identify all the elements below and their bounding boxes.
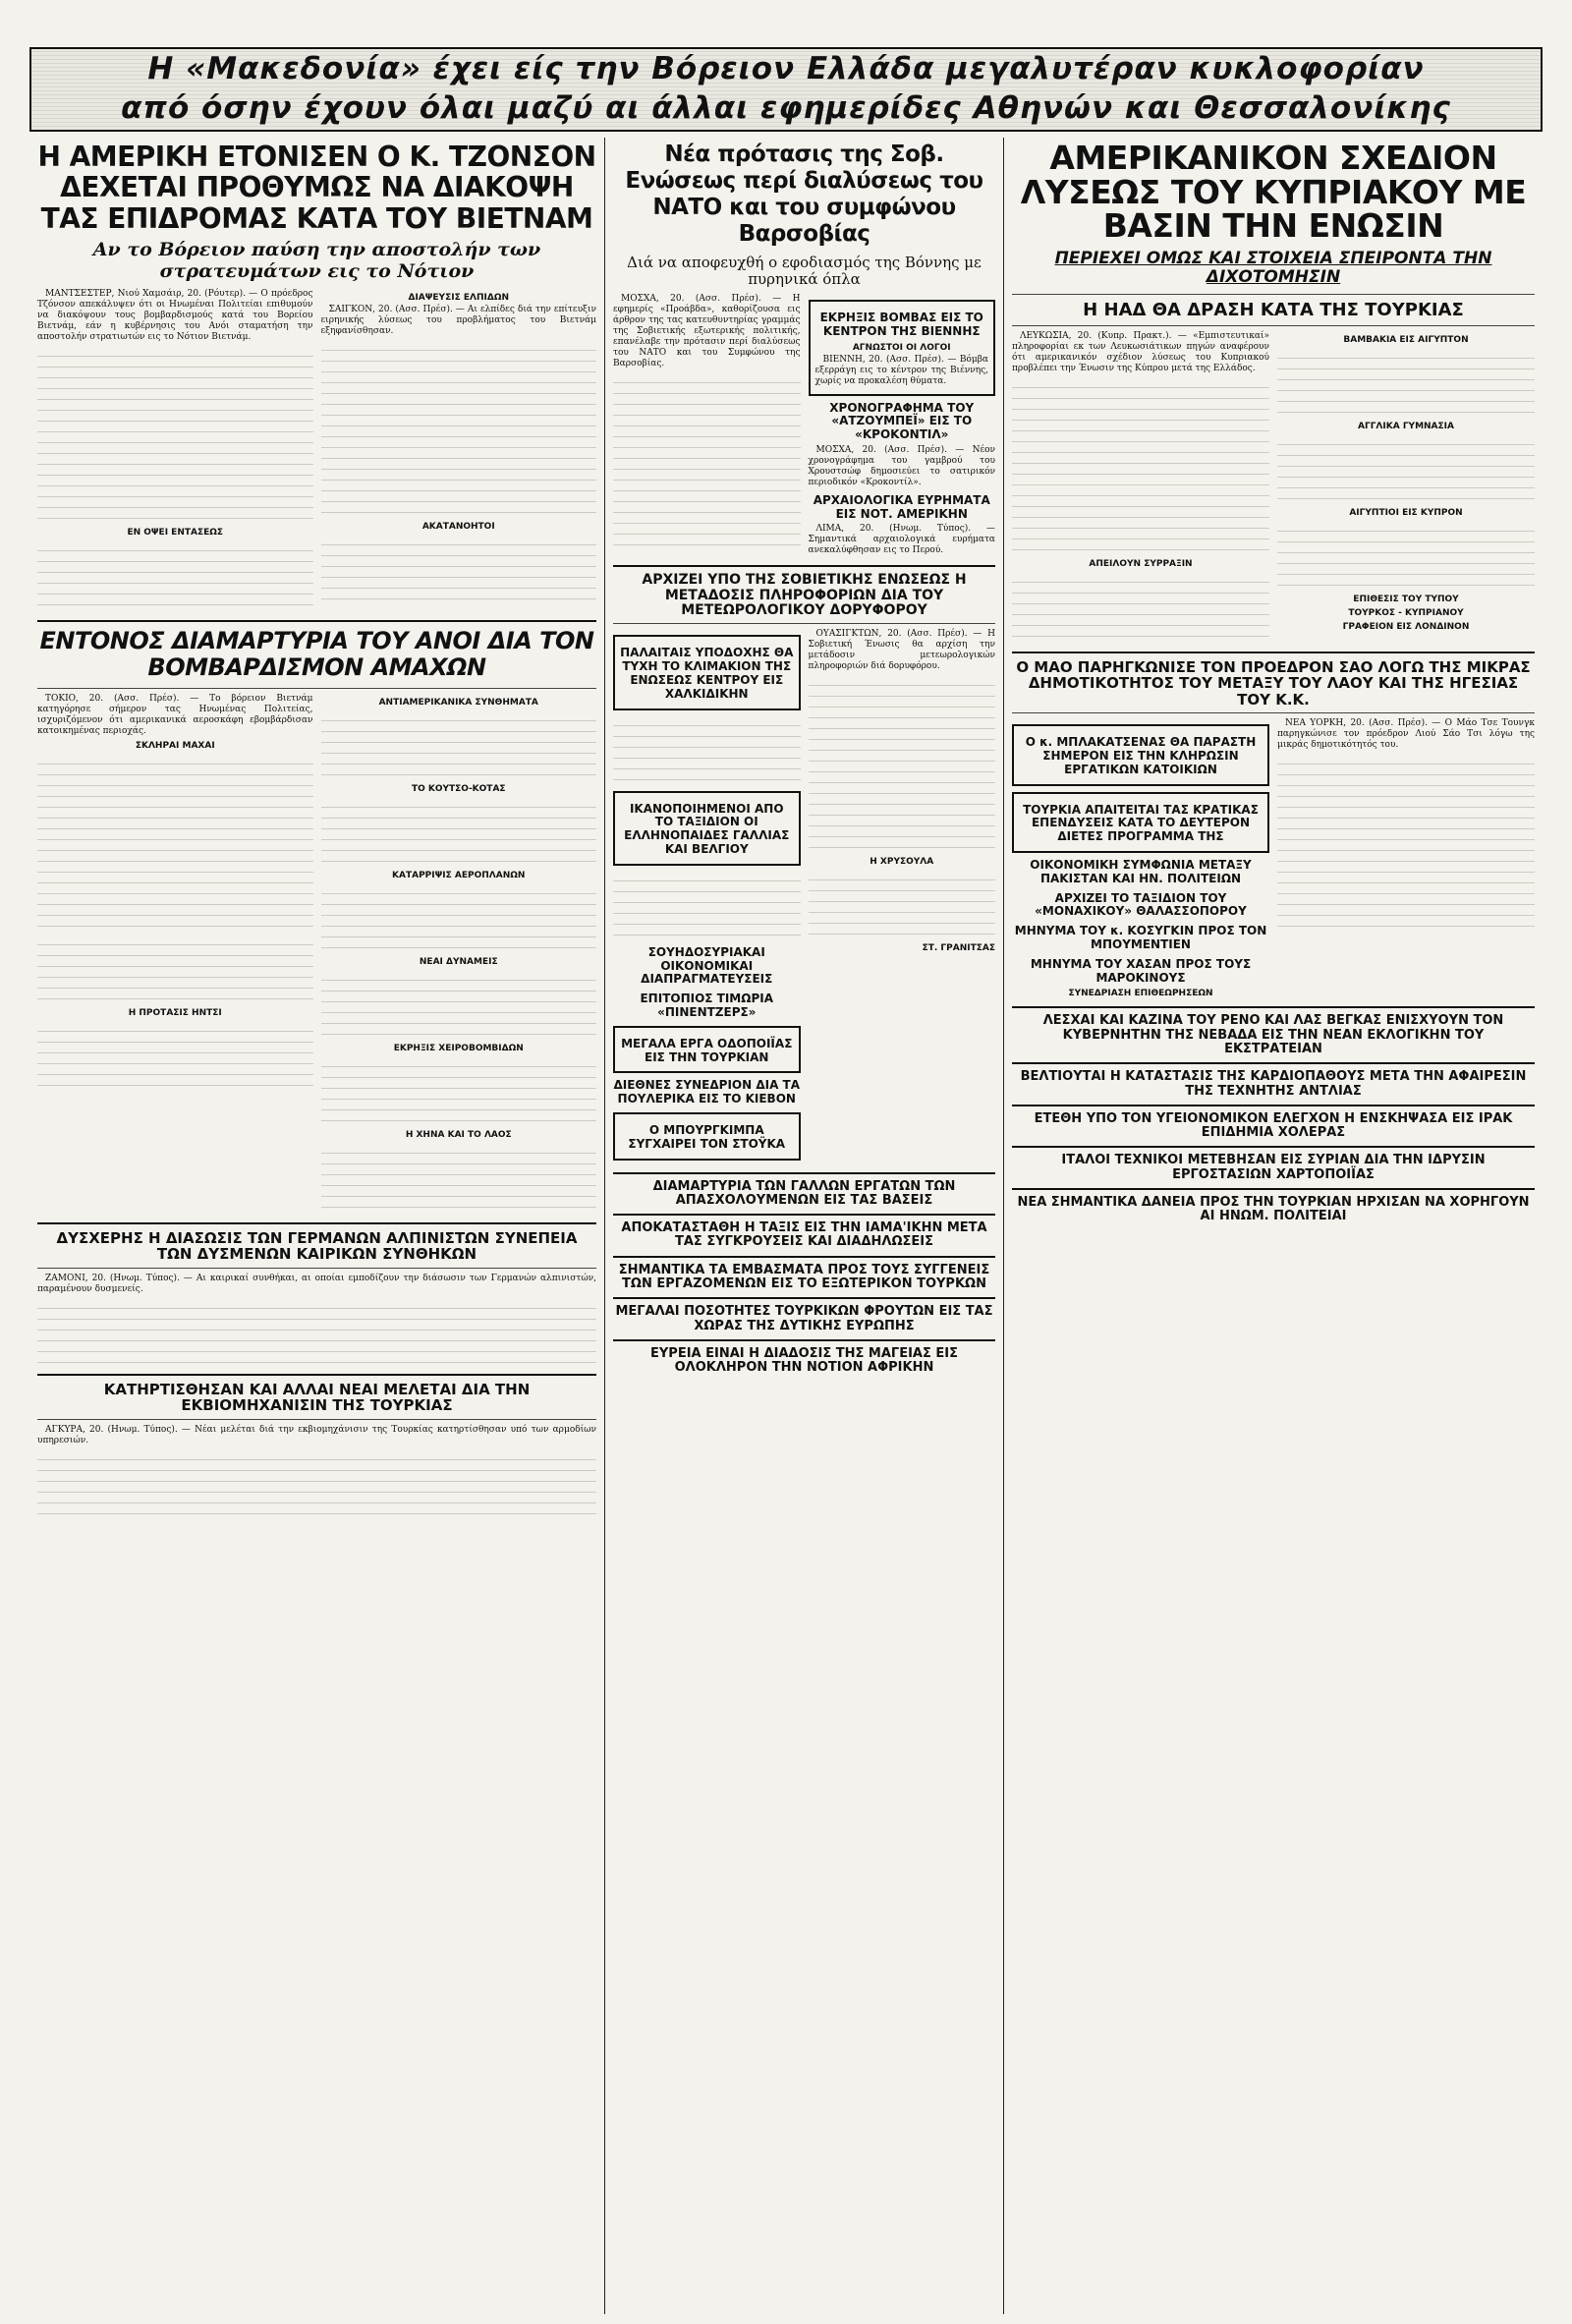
- body-text-block: [1277, 522, 1535, 591]
- body-text-block: [1277, 435, 1535, 504]
- box-bourguiba: [613, 1112, 801, 1161]
- subhead-china-laos: Η ΧΗΝΑ ΚΑΙ ΤΟ ΛΑΟΣ: [405, 1129, 512, 1140]
- article-mao-columns: [1012, 718, 1535, 1000]
- subhead-anti-american: ΑΝΤΙΑΜΕΡΙΚΑΝΙΚΑ ΣΥΝΘΗΜΑΤΑ: [378, 697, 538, 708]
- subheadline-cyprus: Η ΗΑΔ ΘΑ ΔΡΑΣΗ ΚΑΤΑ ΤΗΣ ΤΟΥΡΚΙΑΣ: [1083, 300, 1464, 321]
- article-industry-text: ΑΓΚΥΡΑ, 20. (Ηνωμ. Τύπος). — Νέαι μελέται διά την εκβιομηχάνισιν της Τουρκίας κατηρτίσθησαν υπό των αρμοδίων υπηρεσιών.: [37, 1424, 596, 1445]
- subhead-grenades: ΕΚΡΗΞΙΣ ΧΕΙΡΟΒΟΜΒΙΔΩΝ: [393, 1043, 524, 1053]
- box-turkey-investments: [1012, 792, 1269, 853]
- box-roads: [613, 1026, 801, 1074]
- headline-roads: ΜΕΓΑΛΑ ΕΡΓΑ ΟΔΟΠΟΙΪΑΣ ΕΙΣ ΤΗΝ ΤΟΥΡΚΙΑΝ: [621, 1036, 793, 1064]
- headline-turkey-investments: ΤΟΥΡΚΙΑ ΑΠΑΙΤΕΙΤΑΙ ΤΑΣ ΚΡΑΤΙΚΑΣ ΕΠΕΝΔΥΣΕΙΣ ΚΑΤΑ ΤΟ ΔΕΥΤΕΡΟΝ ΔΙΕΤΕΣ ΠΡΟΓΡΑΜΜΑ ΤΗΣ: [1023, 802, 1259, 844]
- subhead-koutso: ΤΟ ΚΟΥΤΣΟ-ΚΟΤΑΣ: [411, 783, 506, 794]
- headline-teachers: ΙΚΑΝΟΠΟΙΗΜΕΝΟΙ ΑΠΟ ΤΟ ΤΑΞΙΔΙΟΝ ΟΙ ΕΛΛΗΝΟΠΑΙΔΕΣ ΓΑΛΛΙΑΣ ΚΑΙ ΒΕΛΓΙΟΥ: [624, 801, 790, 857]
- body-text-block: [321, 1144, 597, 1213]
- body-text-block: [37, 935, 313, 1004]
- headline-fruit: ΜΕΓΑΛΑΙ ΠΟΣΟΤΗΤΕΣ ΤΟΥΡΚΙΚΩΝ ΦΡΟΥΤΩΝ ΕΙΣ ΤΑΣ ΧΩΡΑΣ ΤΗΣ ΔΥΤΙΚΗΣ ΕΥΡΩΠΗΣ: [615, 1304, 993, 1333]
- subhead-english-drills: ΑΓΓΛΙΚΑ ΓΥΜΝΑΣΙΑ: [1358, 421, 1454, 431]
- body-text-block: [321, 798, 597, 867]
- divider: [37, 1268, 596, 1269]
- headline-plasterer: Ο κ. ΜΠΛΑΚΑΤΣΕΝΑΣ ΘΑ ΠΑΡΑΣΤΗ ΣΗΜΕΡΟΝ ΕΙΣ ΤΗΝ ΚΛΗΡΩΣΙΝ ΕΡΓΑΤΙΚΩΝ ΚΑΤΟΙΚΙΩΝ: [1025, 735, 1257, 776]
- subhead-london-office: ΓΡΑΦΕΙΟΝ ΕΙΣ ΛΟΝΔΙΝΟΝ: [1342, 621, 1470, 632]
- column-middle: [604, 138, 1003, 2314]
- box-palaeo: [613, 635, 801, 709]
- divider: [37, 1374, 596, 1376]
- article-cyprus-text: ΛΕΥΚΩΣΙΑ, 20. (Κυπρ. Πρακτ.). — «Εμπιστευτικαί» πληροφορίαι εκ των Λευκωσιάτικων πηγών αναφέρουν ότι αμερικανικόν σχέδιον λύσεως του Κυπριακού προβλέπει την Ένωσιν της Κύπρου μετά της Ελλάδος.: [1012, 330, 1269, 373]
- headline-hassan: ΜΗΝΥΜΑ ΤΟΥ ΧΑΣΑΝ ΠΡΟΣ ΤΟΥΣ ΜΑΡΟΚΙΝΟΥΣ: [1030, 956, 1252, 985]
- headline-remittances: ΣΗΜΑΝΤΙΚΑ ΤΑ ΕΜΒΑΣΜΑΤΑ ΠΡΟΣ ΤΟΥΣ ΣΥΓΓΕΝΕΙΣ ΤΩΝ ΕΡΓΑΖΟΜΕΝΩΝ ΕΙΣ ΤΟ ΕΞΩΤΕΡΙΚΟΝ ΤΟΥΡΚΩΝ: [618, 1262, 990, 1292]
- article-soviet-text: ΜΟΣΧΑ, 20. (Ασσ. Πρέσ). — Η εφημερίς «Προάβδα», καθορίζουσα εις άρθρον της τας κατευθυντηρίας γραμμάς της Σοβιετικής εξωτερικής πολιτικής, επανέλαβε την πρότασιν περί διαλύσεως του ΝΑΤΟ και του Συμφώνου της Βαρσοβίας.: [613, 294, 801, 368]
- subhead-cotton: ΒΑΜΒΑΚΙΑ ΕΙΣ ΑΙΓΥΠΤΟΝ: [1343, 334, 1469, 345]
- article-chronicle-text: ΜΟΣΧΑ, 20. (Ασσ. Πρέσ). — Νέον χρονογράφημα του γαμβρού του Χρουστσώφ δημοσιεύει το σατιρικόν περιοδικόν «Κροκοντίλ».: [808, 444, 995, 487]
- article-johnson-text: ΜΑΝΤΣΕΣΤΕΡ, Νιού Χαμσάιρ, 20. (Ρόυτερ). — Ο πρόεδρος Τζόνσον απεκάλυψεν ότι οι Ηνωμέναι Πολιτείαι επιθυμούν να διακόψουν τους βομβαρδισμούς κατά του Βορείου Βιετνάμ, εάν η κυβέρνησις του Ανόι σταματήση την αποστολήν στρατιωτών εις το Νότιον Βιετνάμ.: [37, 288, 313, 342]
- article-mao-text: ΝΕΑ ΥΟΡΚΗ, 20. (Ασσ. Πρέσ). — Ο Μάο Τσε Τουνγκ παρηγκώνισε τον πρόεδρον Λιού Σάο Τσι λόγω της μικράς δημοτικότητός του.: [1277, 718, 1535, 751]
- divider: [37, 620, 596, 622]
- headline-cyprus: ΑΜΕΡΙΚΑΝΙΚΟΝ ΣΧΕΔΙΟΝ ΛΥΣΕΩΣ ΤΟΥ ΚΥΠΡΙΑΚΟΥ ΜΕ ΒΑΣΙΝ ΤΗΝ ΕΝΩΣΙΝ: [1020, 139, 1527, 246]
- body-text-block: [809, 871, 996, 939]
- headline-kosygin: ΜΗΝΥΜΑ ΤΟΥ κ. ΚΟΣΥΓΚΙΝ ΠΡΟΣ ΤΟΝ ΜΠΟΥΜΕΝΤΙΕΝ: [1014, 924, 1267, 951]
- divider: [613, 623, 995, 624]
- headline-vienna-bomb: ΕΚΡΗΞΙΣ ΒΟΜΒΑΣ ΕΙΣ ΤΟ ΚΕΝΤΡΟΝ ΤΗΣ ΒΙΕΝΝΗΣ: [819, 311, 983, 338]
- divider: [613, 1172, 995, 1174]
- headline-bourguiba: Ο ΜΠΟΥΡΓΚΙΜΠΑ ΣΥΓΧΑΙΡΕΙ ΤΟΝ ΣΤΟΫΚΑ: [628, 1122, 786, 1151]
- body-text-block: [321, 1057, 597, 1126]
- body-text-block: [1012, 573, 1269, 642]
- subhead-session: ΣΥΝΕΔΡΙΑΣΗ ΕΠΙΘΕΩΡΗΣΕΩΝ: [1068, 989, 1213, 999]
- subhead-hopes: ΔΙΑΨΕΥΣΙΣ ΕΛΠΙΔΩΝ: [408, 292, 509, 303]
- body-text-block: [321, 971, 597, 1040]
- headline-loans: ΝΕΑ ΣΗΜΑΝΤΙΚΑ ΔΑΝΕΙΑ ΠΡΟΣ ΤΗΝ ΤΟΥΡΚΙΑΝ ΗΡΧΙΣΑΝ ΝΑ ΧΟΡΗΓΟΥΝ ΑΙ ΗΝΩΜ. ΠΟΛΙΤΕΙΑΙ: [1017, 1195, 1530, 1224]
- subhead-threat: ΑΠΕΙΛΟΥΝ ΣΥΡΡΑΞΙΝ: [1089, 558, 1193, 569]
- article-archaeology-text: ΛΙΜΑ, 20. (Ηνωμ. Τύπος). — Σημαντικά αρχαιολογικά ευρήματα ανεκαλύφθησαν εις το Περού.: [808, 524, 995, 556]
- divider: [37, 688, 596, 689]
- body-text-block: [613, 872, 801, 940]
- subhead-vienna-reasons: ΑΓΝΩΣΤΟΙ ΟΙ ΛΟΓΟΙ: [852, 342, 951, 353]
- headline-pnt: ΕΠΙΤΟΠΙΟΣ ΤΙΜΩΡΙΑ «ΠΙΝΕΝΤΖΕΡΣ»: [640, 992, 773, 1019]
- headline-cardio: ΒΕΛΤΙΟΥΤΑΙ Η ΚΑΤΑΣΤΑΣΙΣ ΤΗΣ ΚΑΡΔΙΟΠΑΘΟΥΣ ΜΕΤΑ ΤΗΝ ΑΦΑΙΡΕΣΙΝ ΤΗΣ ΤΕΧΝΗΤΗΣ ΑΝΤΛΙΑΣ: [1020, 1069, 1527, 1099]
- divider: [1012, 325, 1535, 326]
- body-text-block: [321, 341, 597, 518]
- subhead-xrisoula: Η ΧΡΥΣΟΥΛΑ: [870, 857, 934, 868]
- article-protest-columns: [37, 694, 596, 1217]
- article-johnson-columns: [37, 289, 596, 614]
- divider: [37, 1222, 596, 1224]
- headline-soviet-nato: Νέα πρότασις της Σοβ. Ενώσεως περί διαλύσεως του ΝΑΤΟ και του συμφώνου Βαρσοβίας: [625, 142, 983, 248]
- article-soviet-columns: [613, 294, 995, 559]
- article-protest-text: ΤΟΚΙΟ, 20. (Ασσ. Πρέσ). — Το βόρειον Βιετνάμ κατηγόρησε σήμερον τας Ηνωμένας Πολιτείας, ισχυριζόμενον ότι αμερικανικά αεροσκάφη εβομβάρδισαν κατοικημένας περιοχάς.: [37, 693, 313, 736]
- divider: [613, 1297, 995, 1299]
- masthead-line-1: Η «Μακεδονία» έχει είς την Βόρειον Ελλάδα μεγαλυτέραν κυκλοφορίαν: [147, 51, 1425, 86]
- headline-german-climbers: ΔΥΣΧΕΡΗΣ Η ΔΙΑΣΩΣΙΣ ΤΩΝ ΓΕΡΜΑΝΩΝ ΑΛΠΙΝΙΣΤΩΝ ΣΥΝΕΠΕΙΑ ΤΩΝ ΔΥΣΜΕΝΩΝ ΚΑΙΡΙΚΩΝ ΣΥΝΘΗΚΩΝ: [56, 1228, 578, 1264]
- subhead-proposal: Η ΠΡΟΤΑΣΙΣ ΗΝΤΣΙ: [128, 1007, 222, 1018]
- body-text-block: [37, 1450, 596, 1519]
- body-text-block: [1277, 755, 1535, 932]
- author-signature: ΣΤ. ΓΡΑΝΙΤΣΑΣ: [922, 943, 995, 954]
- headline-pakistan: ΟΙΚΟΝΟΜΙΚΗ ΣΥΜΦΩΝΙΑ ΜΕΤΑΞΥ ΠΑΚΙΣΤΑΝ ΚΑΙ ΗΝ. ΠΟΛΙΤΕΙΩΝ: [1030, 857, 1252, 885]
- column-left: [29, 138, 604, 2314]
- divider: [1012, 1105, 1535, 1106]
- headline-chronicle: ΧΡΟΝΟΓΡΑΦΗΜΑ ΤΟΥ «ΑΤΖΟΥΜΠΕΪ» ΕΙΣ ΤΟ «ΚΡΟΚΟΝΤΙΛ»: [829, 400, 975, 442]
- body-text-block: [321, 536, 597, 604]
- body-text-block: [613, 716, 801, 785]
- divider: [613, 1214, 995, 1216]
- deck-soviet-nato: Διά να αποφευχθή ο εφοδιασμός της Βόννης με πυρηνικά όπλα: [627, 253, 982, 288]
- headline-cholera: ΕΤΕΘΗ ΥΠΟ ΤΟΝ ΥΓΕΙΟΝΟΜΙΚΟΝ ΕΛΕΓΧΟΝ Η ΕΝΣΚΗΨΑΣΑ ΕΙΣ ΙΡΑΚ ΕΠΙΔΗΜΙΑ ΧΟΛΕΡΑΣ: [1034, 1110, 1513, 1141]
- subhead-hard-battles: ΣΚΛΗΡΑΙ ΜΑΧΑΙ: [135, 740, 215, 751]
- box-plasterer: [1012, 724, 1269, 785]
- article-vienna-text: ΒΙΕΝΝΗ, 20. (Ασσ. Πρέσ). — Βόμβα εξερράγη εις το κέντρον της Βιέννης, χωρίς να προκαλέση θύματα.: [814, 354, 988, 386]
- subhead-incomprehensible: ΑΚΑΤΑΝΟΗΤΟΙ: [421, 521, 495, 532]
- headline-protest: ΕΝΤΟΝΟΣ ΔΙΑΜΑΡΤΥΡΙΑ ΤΟΥ ΑΝΟΙ ΔΙΑ ΤΟΝ ΒΟΜΒΑΡΔΙΣΜΟΝ ΑΜΑΧΩΝ: [39, 626, 594, 682]
- divider: [1012, 712, 1535, 713]
- deck-johnson: Αν το Βόρειον παύση την αποστολήν των στρατευμάτων εις το Νότιον: [92, 239, 541, 282]
- headline-satellite: ΑΡΧΙΖΕΙ ΥΠΟ ΤΗΣ ΣΟΒΙΕΤΙΚΗΣ ΕΝΩΣΕΩΣ Η ΜΕΤΑΔΟΣΙΣ ΠΛΗΡΟΦΟΡΙΩΝ ΔΙΑ ΤΟΥ ΜΕΤΕΩΡΟΛΟΓΙΚΟΥ ΔΟΡΥΦΟΡΟΥ: [642, 572, 967, 619]
- body-text-block: [37, 541, 313, 610]
- body-text-block: [1277, 349, 1535, 418]
- divider: [613, 1339, 995, 1341]
- article-german-text: ΖΑΜΟΝΙ, 20. (Ηνωμ. Τύπος). — Αι καιρικαί συνθήκαι, αι οποίαι εμποδίζουν την διάσωσιν των Γερμανών αλπινιστών, παραμένουν δυσμενείς.: [37, 1273, 596, 1294]
- subhead-planes-down: ΚΑΤΑΡΡΙΨΙΣ ΑΕΡΟΠΛΑΝΩΝ: [392, 870, 526, 880]
- article-satellite-columns: [613, 629, 995, 1165]
- headline-french-workers: ΔΙΑΜΑΡΤΥΡΙΑ ΤΩΝ ΓΑΛΛΩΝ ΕΡΓΑΤΩΝ ΤΩΝ ΑΠΑΣΧΟΛΟΥΜΕΝΩΝ ΕΙΣ ΤΑΣ ΒΑΣΕΙΣ: [652, 1178, 956, 1208]
- body-text-block: [321, 884, 597, 953]
- divider: [613, 565, 995, 567]
- body-text-block: [613, 373, 801, 550]
- body-text-block: [37, 1299, 596, 1368]
- article-cyprus-columns: [1012, 331, 1535, 646]
- body-text-block: [321, 711, 597, 780]
- body-text-block: [37, 1022, 313, 1091]
- subhead-tension: ΕΝ ΟΨΕΙ ΕΝΤΑΣΕΩΣ: [127, 527, 224, 538]
- subhead-new-forces: ΝΕΑΙ ΔΥΝΑΜΕΙΣ: [419, 956, 498, 967]
- body-text-block: [809, 676, 996, 853]
- masthead-line-2: από όσην έχουν όλαι μαζύ αι άλλαι εφημερίδες Αθηνών και Θεσσαλονίκης: [121, 90, 1451, 126]
- divider: [1012, 1062, 1535, 1064]
- masthead-banner: [29, 47, 1543, 132]
- box-teachers: [613, 791, 801, 866]
- headline-italian: ΙΤΑΛΟΙ ΤΕΧΝΙΚΟΙ ΜΕΤΕΒΗΣΑΝ ΕΙΣ ΣΥΡΙΑΝ ΔΙΑ ΤΗΝ ΙΔΡΥΣΙΝ ΕΡΓΟΣΤΑΣΙΩΝ ΧΑΡΤΟΠΟΙΪΑΣ: [1061, 1153, 1486, 1182]
- subhead-press-attack: ΕΠΙΘΕΣΙΣ ΤΟΥ ΤΥΠΟΥ: [1353, 594, 1459, 604]
- divider: [613, 1256, 995, 1258]
- body-text-block: [1012, 378, 1269, 555]
- article-hopes-text: ΣΑΙΓΚΟΝ, 20. (Ασσ. Πρέσ). — Αι ελπίδες διά την επίτευξιν ειρηνικής λύσεως του προβλήματος του Βιετνάμ εξηφανίσθησαν.: [320, 304, 596, 336]
- box-vienna-bomb: [809, 300, 996, 396]
- body-text-block: [37, 755, 313, 932]
- headline-conference: ΔΙΕΘΝΕΣ ΣΥΝΕΔΡΙΟΝ ΔΙΑ ΤΑ ΠΟΥΛΕΡΙΚΑ ΕΙΣ ΤΟ ΚΙΕΒΟΝ: [613, 1078, 801, 1106]
- headline-mao: Ο ΜΑΟ ΠΑΡΗΓΚΩΝΙΣΕ ΤΟΝ ΠΡΟΕΔΡΟΝ ΣΑΟ ΛΟΓΩ ΤΗΣ ΜΙΚΡΑΣ ΔΗΜΟΤΙΚΟΤΗΤΟΣ ΤΟΥ ΜΕΤΑΞΥ ΤΟΥ ΛΑΟΥ ΚΑΙ ΤΗΣ ΗΓΕΣΙΑΣ ΤΟΥ Κ.Κ.: [1016, 657, 1531, 709]
- headline-johnson: Η ΑΜΕΡΙΚΗ ΕΤΟΝΙΣΕΝ Ο Κ. ΤΖΟΝΣΟΝ ΔΕΧΕΤΑΙ ΠΡΟΘΥΜΩΣ ΝΑ ΔΙΑΚΟΨΗ ΤΑΣ ΕΠΙΔΡΟΜΑΣ ΚΑΤΑ ΤΟΥ ΒΙΕΤΝΑΜ: [37, 141, 596, 235]
- headline-magic: ΕΥΡΕΙΑ ΕΙΝΑΙ Η ΔΙΑΔΟΣΙΣ ΤΗΣ ΜΑΓΕΙΑΣ ΕΙΣ ΟΛΟΚΛΗΡΟΝ ΤΗΝ ΝΟΤΙΟΝ ΑΦΡΙΚΗΝ: [650, 1345, 958, 1376]
- headline-palaeo: ΠΑΛΑΙΤΑΙΣ ΥΠΟΔΟΧΗΣ ΘΑ ΤΥΧΗ ΤΟ ΚΛΙΜΑΚΙΟΝ ΤΗΣ ΕΝΩΣΕΩΣ ΚΕΝΤΡΟΥ ΕΙΣ ΧΑΛΚΙΔΙΚΗΝ: [620, 646, 794, 701]
- divider: [1012, 652, 1535, 653]
- headline-jamaica: ΑΠΟΚΑΤΑΣΤΑΘΗ Η ΤΑΞΙΣ ΕΙΣ ΤΗΝ ΙΑΜΑ'ΙΚΗΝ ΜΕΤΑ ΤΑΣ ΣΥΓΚΡΟΥΣΕΙΣ ΚΑΙ ΔΙΑΔΗΛΩΣΕΙΣ: [621, 1220, 987, 1250]
- body-text-block: [37, 347, 313, 524]
- divider: [1012, 1146, 1535, 1148]
- headline-sailor: ΑΡΧΙΖΕΙ ΤΟ ΤΑΞΙΔΙΟΝ ΤΟΥ «ΜΟΝΑΧΙΚΟΥ» ΘΑΛΑΣΣΟΠΟΡΟΥ: [1035, 890, 1247, 919]
- article-satellite-text: ΟΥΑΣΙΓΚΤΩΝ, 20. (Ασσ. Πρέσ). — Η Σοβιετική Ένωσις θα αρχίση την μετάδοσιν μετεωρολογικών πληροφοριών διά δορυφόρου.: [808, 629, 995, 672]
- divider: [1012, 1188, 1535, 1190]
- divider: [37, 1419, 596, 1420]
- divider: [1012, 294, 1535, 295]
- divider: [1012, 1006, 1535, 1008]
- headline-syria: ΣΟΥΗΔΟΣΥΡΙΑΚΑΙ ΟΙΚΟΝΟΜΙΚΑΙ ΔΙΑΠΡΑΓΜΑΤΕΥΣΕΙΣ: [641, 944, 773, 987]
- headline-nevada: ΛΕΣΧΑΙ ΚΑΙ ΚΑΖΙΝΑ ΤΟΥ ΡΕΝΟ ΚΑΙ ΛΑΣ ΒΕΓΚΑΣ ΕΝΙΣΧΥΟΥΝ ΤΟΝ ΚΥΒΕΡΝΗΤΗΝ ΤΗΣ ΝΕΒΑΔΑ ΕΙΣ ΤΗΝ ΝΕΑΝ ΕΚΛΟΓΙΚΗΝ ΤΟΥ ΕΚΣΤΡΑΤΕΙΑΝ: [1042, 1013, 1504, 1056]
- subhead-egyptians: ΑΙΓΥΠΤΙΟΙ ΕΙΣ ΚΥΠΡΟΝ: [1349, 507, 1463, 518]
- headline-industry: ΚΑΤΗΡΤΙΣΘΗΣΑΝ ΚΑΙ ΑΛΛΑΙ ΝΕΑΙ ΜΕΛΕΤΑΙ ΔΙΑ ΤΗΝ ΕΚΒΙΟΜΗΧΑΝΙΣΙΝ ΤΗΣ ΤΟΥΡΚΙΑΣ: [103, 1380, 531, 1415]
- subhead-turkish-cypriot: ΤΟΥΡΚΟΣ - ΚΥΠΡΙΑΝΟΥ: [1348, 607, 1464, 618]
- deck-cyprus: ΠΕΡΙΕΧΕΙ ΟΜΩΣ ΚΑΙ ΣΤΟΙΧΕΙΑ ΣΠΕΙΡΟΝΤΑ ΤΗΝ ΔΙΧΟΤΟΜΗΣΙΝ: [1054, 248, 1492, 288]
- headline-archaeology: ΑΡΧΑΙΟΛΟΓΙΚΑ ΕΥΡΗΜΑΤΑ ΕΙΣ ΝΟΤ. ΑΜΕΡΙΚΗΝ: [813, 492, 990, 521]
- column-right: [1003, 138, 1543, 2314]
